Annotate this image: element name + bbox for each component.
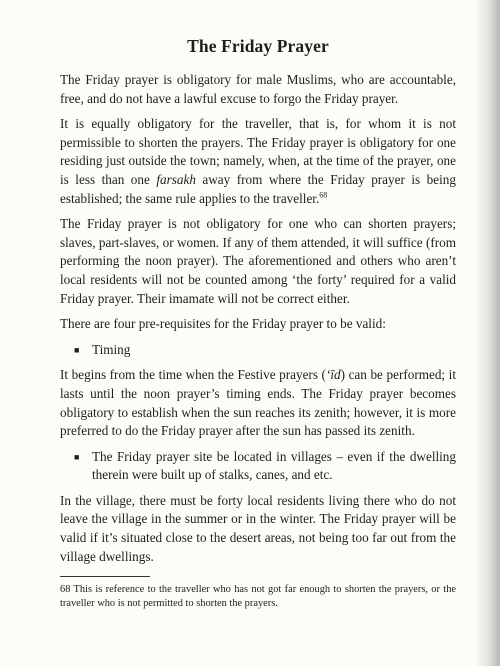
paragraph-timing-text-a: It begins from the time when the Festive prayers ( — [60, 367, 326, 383]
bullet-item-timing — [60, 341, 456, 360]
page-content — [60, 36, 456, 611]
bullet-square-icon: ■ — [74, 344, 80, 355]
bullet-item-site — [60, 448, 456, 485]
term-farsakh: farsakh — [156, 171, 196, 187]
bullet-square-icon: ■ — [74, 451, 80, 462]
paragraph-traveller-text-a: It is equally obligatory for the traveller, that is, for whom it is not permissible to shorten the prayers. The Friday prayer is obligatory for one residing just outside the town; namely, when, at the time of the prayer, one is less than one — [60, 116, 456, 187]
page-title: The Friday Prayer — [187, 36, 329, 56]
book-spine-shadow — [474, 0, 500, 666]
bullet-text-timing: Timing — [92, 341, 131, 357]
paragraph-traveller-text-b: away from where the Friday prayer is being established; the same rule applies to the traveller. — [60, 171, 456, 206]
paragraph-obligation: The Friday prayer is obligatory for male Muslims, who are accountable, free, and do not have a lawful excuse to forgo the Friday prayer. — [60, 72, 456, 106]
paragraph-village: In the village, there must be forty local residents living there who do not leave the village in the summer or in the winter. The Friday prayer will be valid if it’s situated close to the desert areas, not being too far out from the village dwellings. — [60, 492, 456, 564]
paragraph-prerequisites: There are four pre-requisites for the Friday prayer to be valid: — [60, 316, 386, 332]
footnote-divider — [60, 576, 150, 577]
paragraph-not-obligatory: The Friday prayer is not obligatory for one who can shorten prayers; slaves, part-slaves, or women. If any of them attended, it will suffice (from performing the noon prayer). The aforementioned and others who aren’t local residents will not be counted among ‘the forty’ required for a valid Friday prayer. Their imamate will not be correct either. — [60, 216, 456, 306]
paragraph-timing-text-b: ) can be performed; it lasts until the noon prayer’s timing ends. The Friday prayer becomes obligatory to establish when the sun reaches its zenith; however, it is more preferred to do the Friday prayer after the sun has passed its zenith. — [60, 367, 456, 439]
bullet-text-site: The Friday prayer site be located in villages – even if the dwelling therein were built up of stalks, canes, and etc. — [92, 448, 456, 483]
footnote-68: 68 This is reference to the traveller who has not got far enough to shorten the prayers, or the traveller who is not permitted to shorten the prayers. — [60, 584, 456, 610]
paragraph-timing — [60, 366, 456, 440]
footnote-ref[interactable]: 68 — [319, 190, 328, 200]
paragraph-traveller — [60, 115, 456, 208]
term-eid: ‘īd — [325, 367, 341, 383]
